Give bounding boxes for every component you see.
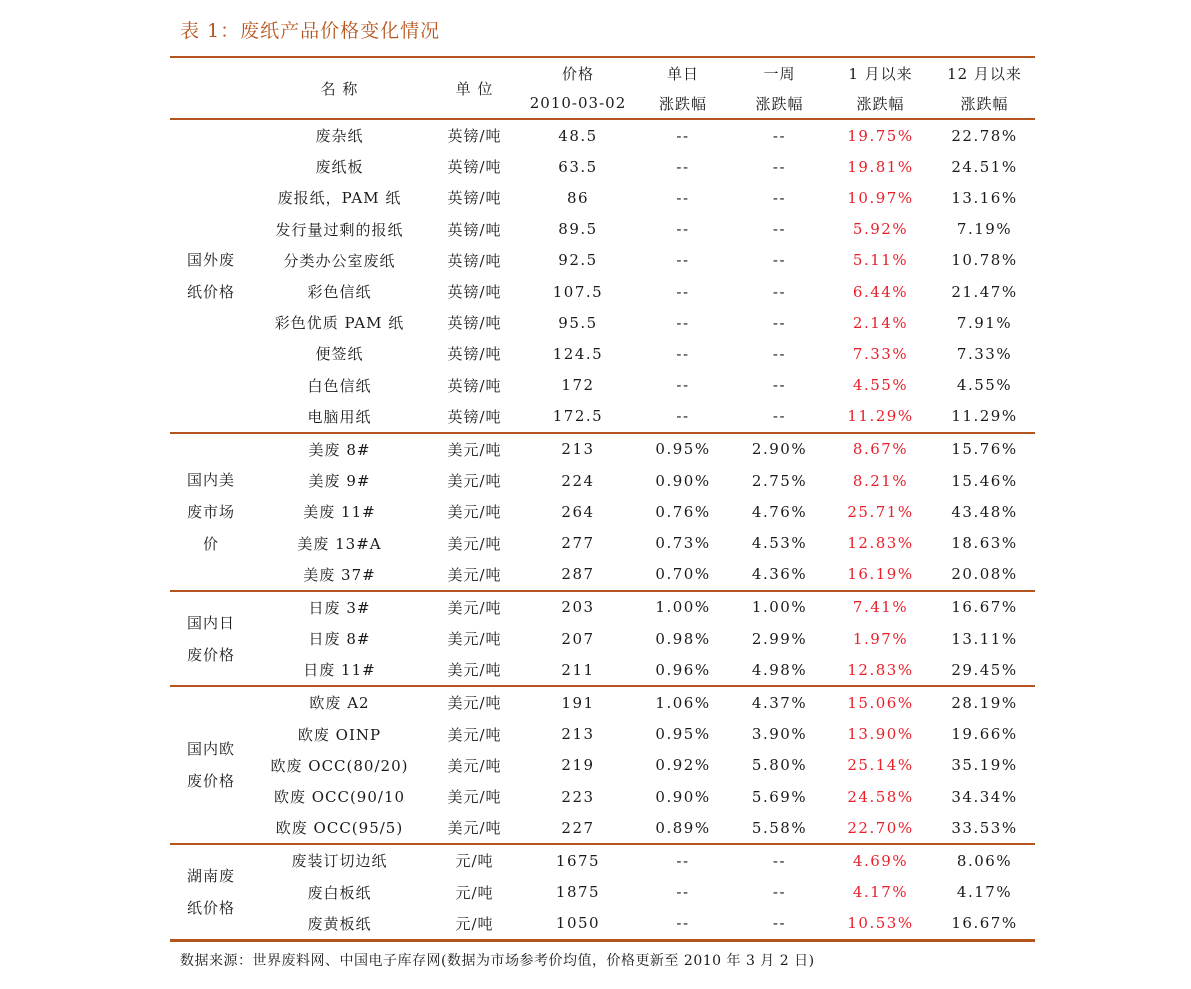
- cell-day-change: 0.90%: [655, 471, 711, 490]
- cell-unit: 英镑/吨: [447, 407, 502, 426]
- cell-unit: 美元/吨: [447, 756, 502, 775]
- cell-year-change: 13.16%: [951, 188, 1018, 207]
- cell-day-change: 0.90%: [655, 787, 711, 806]
- cell-week-change: 4.36%: [751, 565, 808, 584]
- header-year-top: 12 月以来: [934, 57, 1035, 88]
- cell-price: 107.5: [552, 282, 604, 301]
- cell-week-change: --: [772, 313, 787, 332]
- table-row: [170, 245, 1035, 276]
- cell-unit: 元/吨: [455, 883, 494, 902]
- group-label-line: 湖南废: [186, 867, 235, 886]
- cell-week-change: 1.00%: [732, 591, 827, 623]
- cell-day-change: 0.92%: [655, 756, 711, 775]
- table-row: [170, 151, 1035, 182]
- table-row: [170, 276, 1035, 307]
- table-caption: 表 1：废纸产品价格变化情况: [180, 20, 441, 42]
- cell-name: 日废 8#: [308, 630, 371, 649]
- cell-price: 1875: [555, 883, 601, 902]
- cell-name: 发行量过剩的报纸: [275, 220, 404, 239]
- cell-day-change: --: [676, 251, 690, 270]
- group-label-line: 国内欧: [186, 740, 235, 759]
- cell-week-change: --: [772, 883, 787, 902]
- cell-week-change: 2.75%: [751, 471, 808, 490]
- cell-year-change: 19.66%: [951, 725, 1018, 744]
- header-day-top: 单日: [634, 57, 732, 88]
- table-row: [170, 623, 1035, 654]
- cell-day-change: 0.98%: [655, 629, 711, 648]
- cell-day-change: --: [676, 344, 690, 363]
- cell-day-change: 0.73%: [655, 534, 711, 553]
- group-label-line: 纸价格: [186, 282, 235, 301]
- cell-name: 美废 9#: [308, 472, 371, 491]
- cell-name: 欧废 OCC(80/20): [270, 756, 409, 775]
- cell-month-change: 7.33%: [852, 344, 909, 363]
- table-row: [170, 433, 1035, 465]
- cell-price: 86: [566, 188, 590, 207]
- cell-month-change: 5.92%: [852, 220, 909, 239]
- cell-year-change: 7.91%: [956, 313, 1013, 332]
- header-unit: 单 位: [427, 57, 522, 119]
- header-day-bottom: 涨跌幅: [634, 88, 732, 119]
- cell-unit: 英镑/吨: [447, 314, 502, 333]
- cell-week-change: --: [732, 844, 827, 876]
- cell-month-change: 15.06%: [827, 686, 934, 718]
- cell-year-change: 34.34%: [951, 787, 1018, 806]
- cell-day-change: 0.70%: [655, 565, 711, 584]
- cell-price: 1050: [522, 908, 634, 941]
- cell-year-change: 18.63%: [951, 534, 1018, 553]
- cell-price: 287: [561, 565, 595, 584]
- cell-year-change: 10.78%: [951, 251, 1018, 270]
- cell-unit: 英镑/吨: [447, 158, 502, 177]
- cell-name: 美废 13#A: [297, 534, 382, 553]
- cell-price: 92.5: [558, 251, 598, 270]
- group-label-line: 废价格: [186, 645, 235, 664]
- cell-week-change: 4.53%: [751, 534, 808, 553]
- group-label-line: 国内日: [186, 613, 235, 632]
- group-label-line: 国内美: [186, 470, 235, 489]
- cell-unit: 美元/吨: [447, 788, 502, 807]
- cell-price: 264: [561, 502, 595, 521]
- cell-day-change: 0.76%: [655, 502, 711, 521]
- cell-unit: 英镑/吨: [447, 345, 502, 364]
- cell-year-change: 24.51%: [951, 157, 1018, 176]
- cell-price: 172.5: [552, 407, 604, 426]
- cell-month-change: 11.29%: [847, 407, 914, 426]
- cell-month-change: 16.19%: [847, 565, 914, 584]
- cell-week-change: 5.80%: [751, 756, 808, 775]
- cell-month-change: 8.21%: [852, 471, 909, 490]
- cell-price: 48.5: [522, 119, 634, 151]
- cell-year-change: 20.08%: [951, 565, 1018, 584]
- cell-day-change: 1.00%: [634, 591, 732, 623]
- cell-price: 277: [561, 534, 595, 553]
- cell-day-change: --: [676, 407, 690, 426]
- cell-price: 219: [561, 756, 595, 775]
- cell-year-change: 29.45%: [951, 660, 1018, 679]
- group-label-line: 废市场: [186, 502, 235, 521]
- cell-day-change: 0.89%: [655, 818, 711, 837]
- table-row: [170, 812, 1035, 844]
- cell-month-change: 22.70%: [847, 818, 914, 837]
- cell-name: 日废 3#: [252, 591, 427, 623]
- cell-month-change: 25.71%: [847, 502, 914, 521]
- cell-price: 172: [561, 376, 595, 395]
- cell-unit: 美元/吨: [427, 686, 522, 718]
- cell-name: 废杂纸: [252, 119, 427, 151]
- header-week-top: 一周: [732, 57, 827, 88]
- cell-name: 美废 37#: [303, 565, 376, 584]
- cell-week-change: 5.69%: [751, 787, 808, 806]
- cell-price: 213: [522, 433, 634, 465]
- table-row: [170, 559, 1035, 591]
- cell-unit: 元/吨: [427, 908, 522, 941]
- group-label: [170, 119, 252, 433]
- cell-price: 224: [561, 471, 595, 490]
- table-header: [170, 57, 1035, 119]
- header-month-bottom: 涨跌幅: [827, 88, 934, 119]
- cell-month-change: 12.83%: [847, 534, 914, 553]
- cell-week-change: 5.58%: [751, 818, 808, 837]
- cell-month-change: 4.69%: [827, 844, 934, 876]
- header-price-date: 2010-03-02: [522, 88, 634, 119]
- group-label: [170, 686, 252, 844]
- group-label-line: 废价格: [186, 772, 235, 791]
- cell-week-change: --: [772, 188, 787, 207]
- cell-week-change: --: [772, 157, 787, 176]
- cell-month-change: 19.81%: [847, 157, 914, 176]
- cell-month-change: 10.97%: [847, 188, 914, 207]
- header-month-top: 1 月以来: [827, 57, 934, 88]
- table-row: [170, 401, 1035, 433]
- cell-name: 欧废 OCC(90/10: [273, 788, 406, 807]
- cell-year-change: 35.19%: [951, 756, 1018, 775]
- header-group-blank: [170, 57, 252, 119]
- cell-week-change: 4.37%: [732, 686, 827, 718]
- waste-paper-price-table: [170, 56, 1035, 942]
- cell-year-change: 4.55%: [956, 376, 1013, 395]
- cell-week-change: 4.76%: [751, 502, 808, 521]
- group-label: [170, 844, 252, 940]
- cell-unit: 美元/吨: [447, 661, 502, 680]
- cell-unit: 美元/吨: [447, 565, 502, 584]
- cell-week-change: --: [772, 376, 787, 395]
- cell-price: 1675: [522, 844, 634, 876]
- cell-year-change: 43.48%: [951, 502, 1018, 521]
- cell-price: 95.5: [558, 313, 598, 332]
- cell-week-change: --: [732, 908, 827, 941]
- cell-name: 废白板纸: [307, 883, 372, 902]
- cell-day-change: --: [634, 119, 732, 151]
- cell-year-change: 21.47%: [951, 282, 1018, 301]
- cell-name: 分类办公室废纸: [283, 251, 396, 270]
- cell-year-change: 15.46%: [951, 471, 1018, 490]
- cell-year-change: 33.53%: [951, 818, 1018, 837]
- cell-price: 63.5: [558, 157, 598, 176]
- table-row: [170, 527, 1035, 558]
- cell-year-change: 16.67%: [934, 908, 1035, 941]
- table-row: [170, 119, 1035, 151]
- cell-month-change: 13.90%: [847, 725, 914, 744]
- cell-price: 227: [561, 818, 595, 837]
- cell-month-change: 4.55%: [852, 376, 909, 395]
- group-label-line: 价: [202, 534, 219, 553]
- cell-year-change: 8.06%: [934, 844, 1035, 876]
- cell-week-change: 2.99%: [751, 629, 808, 648]
- cell-day-change: --: [676, 220, 690, 239]
- cell-name: 废纸板: [315, 158, 364, 177]
- cell-week-change: --: [772, 407, 787, 426]
- cell-price: 207: [561, 629, 595, 648]
- cell-month-change: 2.14%: [852, 313, 909, 332]
- table-row: [170, 465, 1035, 496]
- cell-month-change: 6.44%: [852, 282, 909, 301]
- cell-price: 223: [561, 787, 595, 806]
- cell-year-change: 13.11%: [951, 629, 1018, 648]
- cell-day-change: --: [676, 883, 690, 902]
- cell-day-change: --: [634, 844, 732, 876]
- cell-year-change: 15.76%: [934, 433, 1035, 465]
- cell-day-change: 0.96%: [655, 660, 711, 679]
- cell-name: 电脑用纸: [307, 407, 372, 426]
- cell-day-change: --: [634, 908, 732, 941]
- cell-month-change: 7.41%: [827, 591, 934, 623]
- cell-week-change: --: [772, 344, 787, 363]
- cell-unit: 英镑/吨: [447, 220, 502, 239]
- cell-name: 废报纸，PAM 纸: [277, 189, 402, 208]
- cell-week-change: --: [772, 220, 787, 239]
- cell-year-change: 28.19%: [934, 686, 1035, 718]
- cell-day-change: --: [676, 282, 690, 301]
- cell-unit: 美元/吨: [447, 472, 502, 491]
- cell-month-change: 5.11%: [852, 251, 909, 270]
- cell-day-change: 0.95%: [634, 433, 732, 465]
- cell-week-change: --: [732, 119, 827, 151]
- cell-unit: 美元/吨: [447, 725, 502, 744]
- cell-month-change: 25.14%: [847, 756, 914, 775]
- table-row: [170, 719, 1035, 750]
- cell-month-change: 24.58%: [847, 787, 914, 806]
- cell-year-change: 11.29%: [951, 407, 1018, 426]
- cell-name: 欧废 OCC(95/5): [275, 819, 404, 838]
- cell-name: 欧废 A2: [252, 686, 427, 718]
- cell-name: 白色信纸: [307, 376, 372, 395]
- cell-week-change: 4.98%: [751, 660, 808, 679]
- table-row: [170, 686, 1035, 718]
- table-row: [170, 307, 1035, 338]
- header-name: 名 称: [252, 57, 427, 119]
- table-row: [170, 591, 1035, 623]
- group-label-line: 国外废: [186, 250, 235, 269]
- cell-name: 日废 11#: [303, 661, 376, 680]
- cell-year-change: 7.33%: [956, 344, 1013, 363]
- cell-unit: 美元/吨: [447, 534, 502, 553]
- cell-price: 211: [561, 660, 595, 679]
- table-row: [170, 214, 1035, 245]
- table-row: [170, 182, 1035, 213]
- table-row: [170, 338, 1035, 369]
- cell-price: 213: [561, 725, 595, 744]
- cell-unit: 英镑/吨: [447, 251, 502, 270]
- table-row: [170, 844, 1035, 876]
- cell-unit: 美元/吨: [447, 630, 502, 649]
- cell-name: 废黄板纸: [252, 908, 427, 941]
- table-row: [170, 877, 1035, 908]
- group-label: [170, 433, 252, 591]
- cell-unit: 英镑/吨: [427, 119, 522, 151]
- cell-month-change: 1.97%: [852, 629, 909, 648]
- table-body: [170, 119, 1035, 940]
- cell-month-change: 4.17%: [852, 883, 909, 902]
- cell-name: 便签纸: [315, 345, 364, 364]
- cell-unit: 英镑/吨: [447, 283, 502, 302]
- cell-price: 89.5: [558, 220, 598, 239]
- cell-unit: 美元/吨: [447, 819, 502, 838]
- group-label: [170, 591, 252, 687]
- table-row: [170, 496, 1035, 527]
- header-year-bottom: 涨跌幅: [934, 88, 1035, 119]
- header-price-label: 价格: [522, 57, 634, 88]
- data-source-note: 数据来源：世界废料网、中国电子库存网(数据为市场参考价均值，价格更新至 2010 年 3 月 2 日): [180, 953, 815, 969]
- table-row: [170, 750, 1035, 781]
- cell-day-change: 0.95%: [655, 725, 711, 744]
- cell-day-change: 1.06%: [634, 686, 732, 718]
- cell-price: 191: [522, 686, 634, 718]
- cell-month-change: 12.83%: [847, 660, 914, 679]
- cell-year-change: 7.19%: [956, 220, 1013, 239]
- table-row: [170, 654, 1035, 686]
- table-row: [170, 781, 1035, 812]
- cell-year-change: 4.17%: [956, 883, 1013, 902]
- cell-unit: 美元/吨: [427, 433, 522, 465]
- cell-year-change: 16.67%: [934, 591, 1035, 623]
- cell-name: 彩色优质 PAM 纸: [274, 314, 405, 333]
- cell-year-change: 22.78%: [934, 119, 1035, 151]
- cell-week-change: 2.90%: [732, 433, 827, 465]
- cell-day-change: --: [676, 313, 690, 332]
- cell-unit: 美元/吨: [427, 591, 522, 623]
- cell-price: 124.5: [552, 344, 604, 363]
- cell-unit: 美元/吨: [447, 503, 502, 522]
- table-row: [170, 908, 1035, 941]
- cell-day-change: --: [676, 157, 690, 176]
- cell-day-change: --: [676, 376, 690, 395]
- cell-name: 美废 8#: [252, 433, 427, 465]
- group-label-line: 纸价格: [186, 899, 235, 918]
- cell-unit: 元/吨: [427, 844, 522, 876]
- cell-name: 欧废 OINP: [297, 725, 382, 744]
- header-week-bottom: 涨跌幅: [732, 88, 827, 119]
- cell-week-change: --: [772, 251, 787, 270]
- table-row: [170, 370, 1035, 401]
- price-table-container: [170, 56, 1035, 942]
- cell-day-change: --: [676, 188, 690, 207]
- cell-month-change: 8.67%: [827, 433, 934, 465]
- cell-unit: 英镑/吨: [447, 376, 502, 395]
- cell-month-change: 10.53%: [827, 908, 934, 941]
- cell-price: 203: [522, 591, 634, 623]
- cell-name: 彩色信纸: [307, 283, 372, 302]
- cell-week-change: 3.90%: [751, 725, 808, 744]
- cell-week-change: --: [772, 282, 787, 301]
- cell-unit: 英镑/吨: [447, 189, 502, 208]
- cell-name: 美废 11#: [303, 503, 376, 522]
- cell-month-change: 19.75%: [827, 119, 934, 151]
- cell-name: 废装订切边纸: [252, 844, 427, 876]
